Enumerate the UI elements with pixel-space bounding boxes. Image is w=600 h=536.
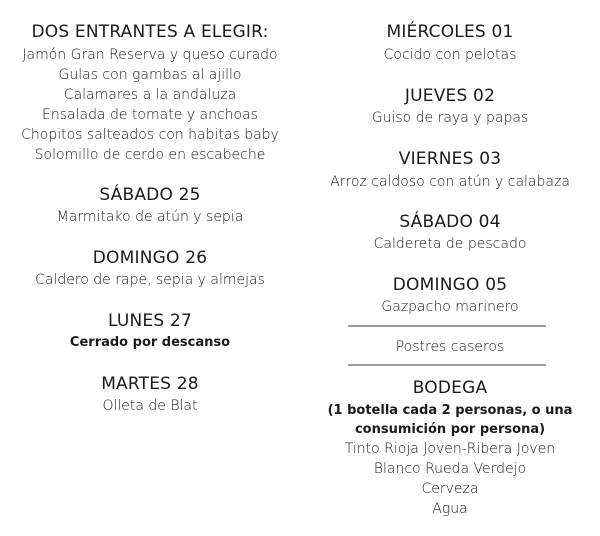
entrante-item: Solomillo de cerdo en escabeche <box>34 147 266 163</box>
day-title-sabado-25: SÁBADO 25 <box>99 185 201 205</box>
postres-label: Postres caseros <box>395 339 505 355</box>
entrante-item: Jamón Gran Reserva y queso curado <box>22 47 278 63</box>
bodega-note-line: (1 botella cada 2 personas, o una <box>327 403 573 418</box>
bodega-title: BODEGA <box>412 378 488 398</box>
bodega-note-line: consumición por persona) <box>354 422 546 437</box>
day-title-jueves-02: JUEVES 02 <box>404 86 496 106</box>
entrante-item: Calamares a la andaluza <box>63 87 237 103</box>
divider-top <box>348 325 546 327</box>
day-title-martes-28: MARTES 28 <box>101 374 199 394</box>
bodega-item: Tinto Rioja Joven-Ribera Joven <box>344 441 556 457</box>
entrante-item: Ensalada de tomate y anchoas <box>42 107 258 123</box>
day-dish: Marmitako de atún y sepia <box>56 209 244 225</box>
entrante-item: Gulas con gambas al ajillo <box>58 67 242 83</box>
day-dish: Cocido con pelotas <box>383 47 517 63</box>
day-title-domingo-26: DOMINGO 26 <box>92 248 208 268</box>
day-title-lunes-27: LUNES 27 <box>108 311 192 331</box>
day-dish: Gazpacho marinero <box>381 299 519 315</box>
day-title-sabado-04: SÁBADO 04 <box>399 212 501 232</box>
entrante-item: Chopitos salteados con habitas baby <box>21 127 279 143</box>
bodega-item: Cerveza <box>421 481 479 497</box>
bodega-item: Agua <box>432 501 468 517</box>
day-title-viernes-03: VIERNES 03 <box>398 149 502 169</box>
bodega-item: Blanco Rueda Verdejo <box>373 461 527 477</box>
day-dish: Arroz caldoso con atún y calabaza <box>330 174 570 190</box>
day-title-domingo-05: DOMINGO 05 <box>392 275 508 295</box>
day-dish: Guiso de raya y papas <box>371 110 529 126</box>
day-dish: Olleta de Blat <box>102 398 198 414</box>
divider-bottom <box>348 364 546 366</box>
day-title-miercoles-01: MIÉRCOLES 01 <box>386 22 514 42</box>
entrantes-title: DOS ENTRANTES A ELEGIR: <box>31 22 269 42</box>
day-dish: Caldero de rape, sepia y almejas <box>35 272 265 288</box>
day-dish-closed: Cerrado por descanso <box>69 335 231 350</box>
day-dish: Caldereta de pescado <box>373 236 527 252</box>
